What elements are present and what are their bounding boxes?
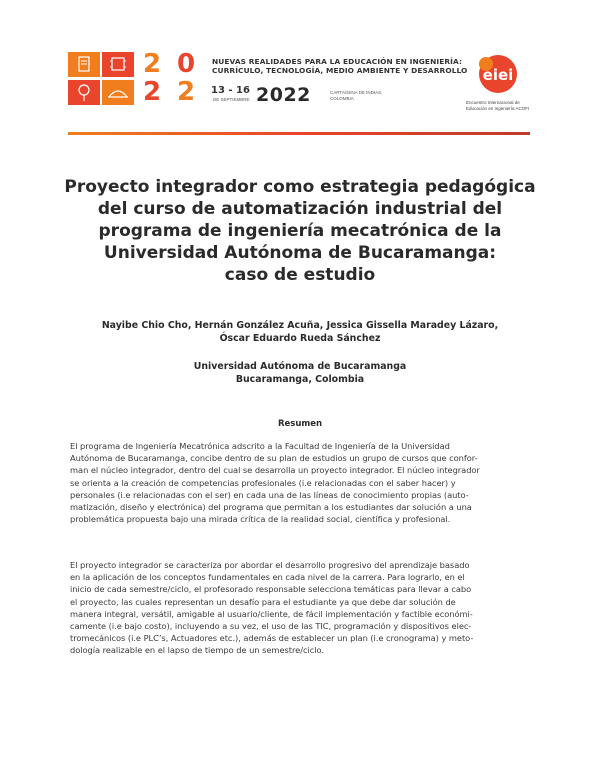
title-line: Proyecto integrador como estrategia pedagógica [64,177,536,197]
paragraph-line: Autónoma de Bucaramanga, concibe dentro de su plan de estudios un grupo de cursos que confor- [70,453,478,464]
eiei-logo-text: eiei [482,66,514,84]
paper-title [60,176,540,286]
chip-icon [102,52,134,77]
logo-tile [102,52,134,77]
logo-digit-tile [170,49,202,79]
title-line: del curso de automatización industrial del [97,199,503,219]
conference-title-line: CURRÍCULO, TECNOLOGÍA, MEDIO AMBIENTE Y DESARROLLO [212,66,468,75]
title-line: Universidad Autónoma de Bucaramanga: [103,243,497,263]
paper-affiliation [60,360,540,386]
logo-digit-tile [136,49,168,79]
paragraph-line: dología realizable en el lapso de tiempo de un semestre/ciclo. [70,645,324,656]
title-line: caso de estudio [224,265,376,285]
paragraph-line: personales (i.e relacionadas con el ser) en cada una de las líneas de conocimiento propias (auto- [70,489,469,500]
eiei-subtitle-line: Educación en Ingeniería ACOFI [466,106,530,111]
paragraph-line: tromecánicos (i.e PLC’s, Actuadores etc.), además de establecer un plan (i.e cronograma) y meto- [70,633,474,644]
logo-tile [102,80,134,105]
paragraph-line: matización, diseño y electrónica) del programa que permitan a los estudiantes dar solución a una [70,502,472,513]
document-icon [68,52,100,77]
authors-line: Nayibe Chio Cho, Hernán González Acuña, Jessica Gissella Maradey Lázaro, [101,320,499,331]
logo-digit: 0 [176,49,196,79]
conference-title-line: NUEVAS REALIDADES PARA LA EDUCACIÓN EN INGENIERÍA: [212,57,463,66]
paragraph-line: se orienta a la creación de competencias profesionales (i.e relacionadas con el saber hacer) y [70,477,456,488]
conference-header [0,0,600,150]
paragraph-line: inicio de cada semestre/ciclo, el profesorado responsable selecciona temáticas para llevar a cabo [70,584,472,595]
conference-venue [330,90,382,102]
conference-title [212,57,472,75]
logo-digit: 2 [176,77,196,107]
abstract-paragraph-2 [70,559,532,657]
logo-digit: 2 [142,49,162,79]
eiei-logo [470,50,526,96]
venue-line: COLOMBIA [330,96,354,101]
abstract-heading: Resumen [277,419,323,429]
authors-line: Óscar Eduardo Rueda Sánchez [219,333,381,344]
conference-year: 2022 [256,84,311,106]
eiei-subtitle [466,100,536,112]
affiliation-line: Universidad Autónoma de Bucaramanga [193,361,407,372]
divider-bar [68,132,530,135]
logo-digit-tile [170,77,202,107]
logo-digit: 2 [142,77,162,107]
eiei-logo-mark [470,50,526,96]
conference-logo [68,49,203,107]
logo-digit-tile [136,77,168,107]
header-divider [68,122,530,125]
affiliation-line: Bucaramanga, Colombia [235,374,365,385]
paragraph-line: El programa de Ingeniería Mecatrónica adscrito a la Facultad de Ingeniería de la Universidad [70,441,450,451]
conference-month: DE SEPTIEMBRE [213,97,250,102]
paragraph-line: El proyecto integrador se caracteriza por abordar el desarrollo progresivo del aprendizaje basado [70,560,470,570]
paragraph-line: en la aplicación de los conceptos fundamentales en cada nivel de la carrera. Para lograrlo, en el [70,572,465,583]
bridge-icon [102,80,134,105]
logo-tile [68,80,100,105]
paragraph-line: problemática propuesta bajo una mirada crítica de la realidad social, científica y profesional. [70,514,451,525]
paper-authors [60,319,540,345]
abstract-paragraph-1 [70,440,532,525]
title-line: programa de ingeniería mecatrónica de la [98,221,502,241]
venue-line: CARTAGENA DE INDIAS, [330,90,383,95]
paragraph-line: el proyecto, las cuales representan un desafío para el estudiante ya que debe dar solución de [70,596,456,607]
eiei-subtitle-line: Encuentro Internacional de [466,100,520,105]
paragraph-line: camente (i.e bajo costo), incluyendo a su vez, el uso de las TIC, programación y dispositivos elec- [70,621,472,632]
tree-icon [68,80,100,105]
logo-tile [68,52,100,77]
paragraph-line: man el núcleo integrador, dentro del cual se desarrolla un proyecto integrador. El núcleo integrador [70,465,480,476]
paragraph-line: manera integral, versátil, amigable al usuario/cliente, de fácil implementación y factible económi- [70,608,473,619]
conference-dates: 13 - 16 [211,85,250,96]
